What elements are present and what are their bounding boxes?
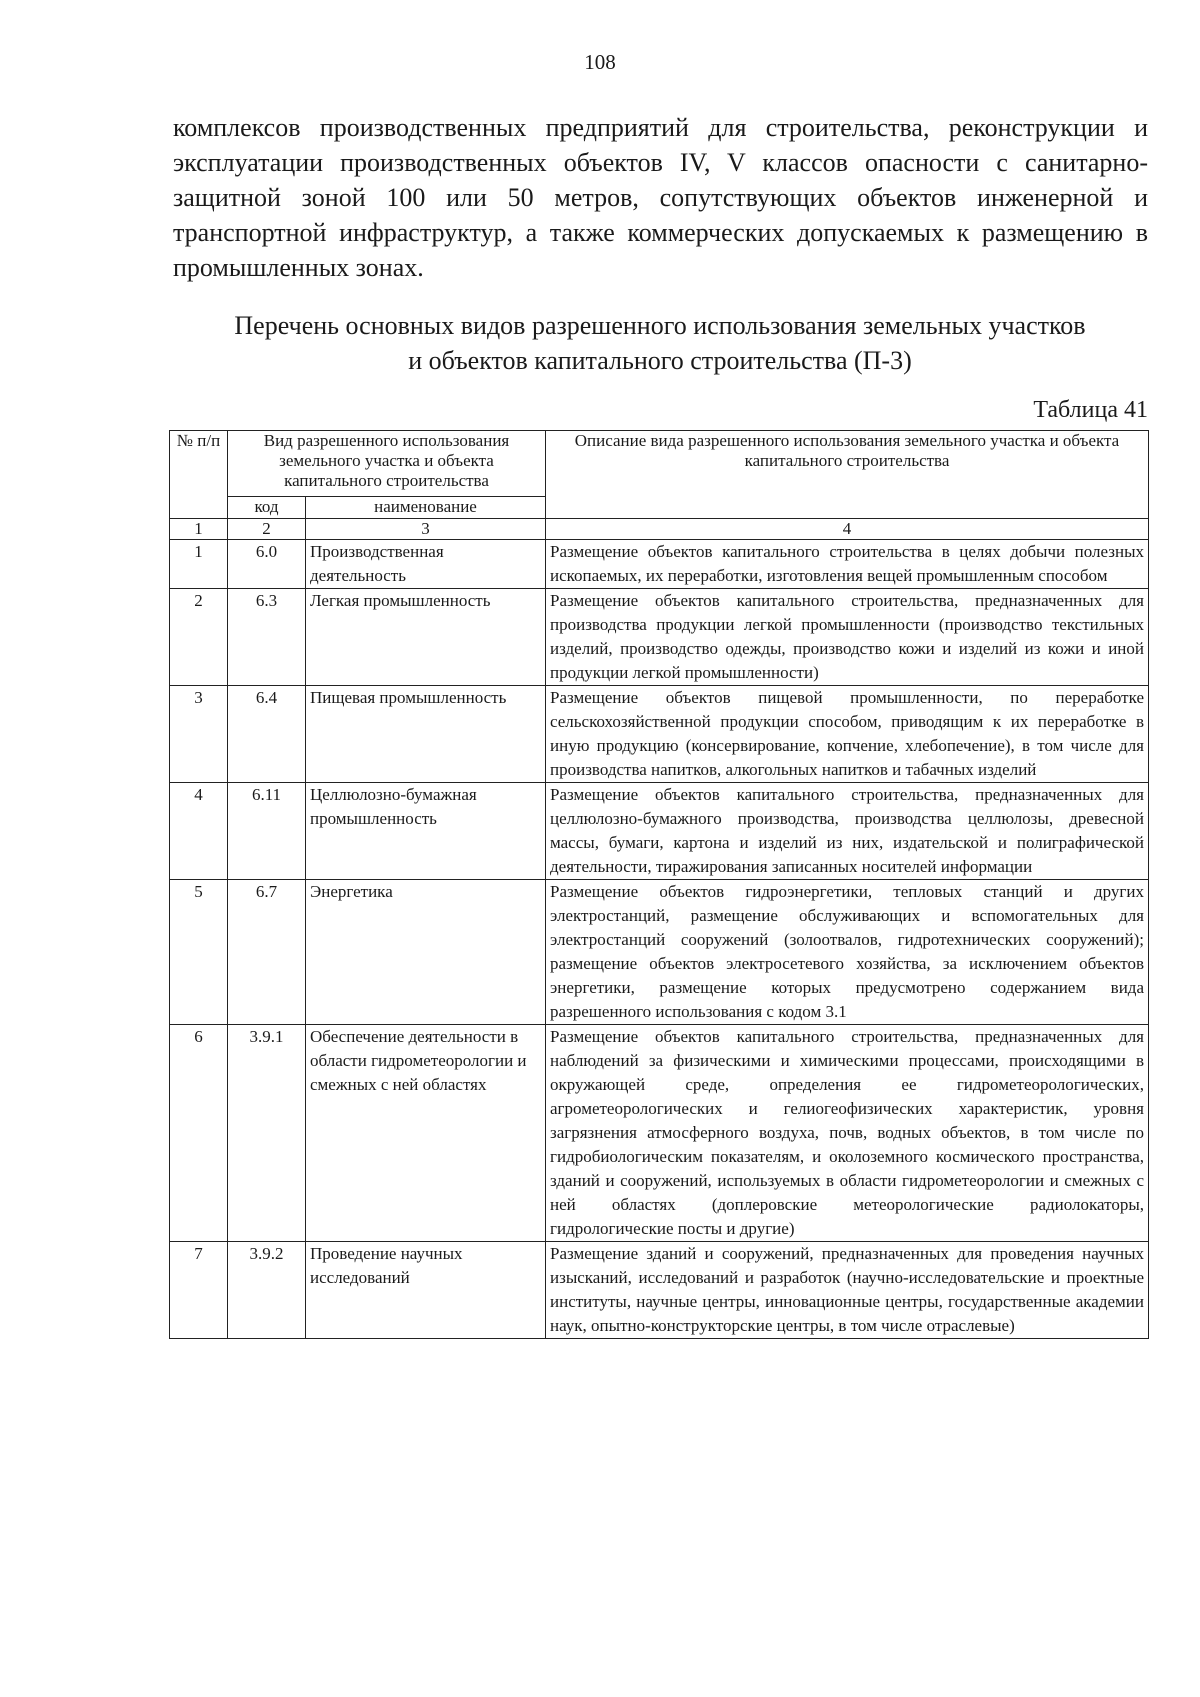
row-name: Обеспечение деятельности в области гидрометеорологии и смежных с ней областях [306, 1025, 546, 1242]
row-number: 2 [170, 589, 228, 686]
row-code: 6.7 [228, 880, 306, 1025]
table-row [170, 589, 1149, 686]
table-row [170, 686, 1149, 783]
header-num: № п/п [170, 431, 228, 519]
column-number-row [170, 519, 1149, 540]
row-description: Размещение зданий и сооружений, предназначенных для проведения научных изысканий, исследований и разработок (научно-исследовательские и проектные институты, научные центры, инновационные центры, государственные академии наук, опытно-конструкторские центры, в том числе отраслевые) [546, 1242, 1149, 1339]
row-name: Энергетика [306, 880, 546, 1025]
table-row [170, 540, 1149, 589]
row-description: Размещение объектов гидроэнергетики, тепловых станций и других электростанций, размещение обслуживающих и вспомогательных для электростанций сооружений (золоотвалов, гидротехнических сооружений); размещение объектов электросетевого хозяйства, за исключением объектов энергетики, размещение которых предусмотрено содержанием вида разрешенного использования с кодом 3.1 [546, 880, 1149, 1025]
row-name: Пищевая промышленность [306, 686, 546, 783]
row-description: Размещение объектов капитального строительства, предназначенных для целлюлозно-бумажного производства, производства целлюлозы, древесной массы, бумаги, картона и изделий из них, издательской и полиграфической деятельности, тиражирования записанных носителей информации [546, 783, 1149, 880]
table-row [170, 783, 1149, 880]
page-number: 108 [584, 50, 616, 74]
row-name: Легкая промышленность [306, 589, 546, 686]
header-code: код [228, 497, 306, 519]
row-description: Размещение объектов пищевой промышленности, по переработке сельскохозяйственной продукции способом, приводящим к их переработке в иную продукцию (консервирование, копчение, хлебопечение), в том числе для производства напитков, алкогольных напитков и табачных изделий [546, 686, 1149, 783]
row-number: 3 [170, 686, 228, 783]
table-row [170, 1242, 1149, 1339]
row-name: Производственная деятельность [306, 540, 546, 589]
header-name: наименование [306, 497, 546, 519]
table-caption: Таблица 41 [1033, 397, 1148, 423]
row-name: Проведение научных исследований [306, 1242, 546, 1339]
row-code: 6.0 [228, 540, 306, 589]
section-title-line-1: Перечень основных видов разрешенного использования земельных участков [234, 311, 1086, 340]
row-name: Целлюлозно-бумажная промышленность [306, 783, 546, 880]
row-number: 6 [170, 1025, 228, 1242]
row-code: 3.9.1 [228, 1025, 306, 1242]
row-number: 4 [170, 783, 228, 880]
row-description: Размещение объектов капитального строительства в целях добычи полезных ископаемых, их переработки, изготовления вещей промышленным способом [546, 540, 1149, 589]
row-code: 6.3 [228, 589, 306, 686]
row-description: Размещение объектов капитального строительства, предназначенных для наблюдений за физическими и химическими процессами, происходящими в окружающей среде, определения ее гидрометеорологических, агрометеорологических и гелиогеофизических характеристик, уровня загрязнения атмосферного воздуха, почв, водных объектов, в том числе по гидробиологическим показателям, и околоземного космического пространства, зданий и сооружений, используемых в области гидрометеорологии и смежных с ней областях (доплеровские метеорологические радиолокаторы, гидрологические посты и другие) [546, 1025, 1149, 1242]
row-number: 1 [170, 540, 228, 589]
column-number: 1 [170, 519, 228, 540]
row-code: 6.11 [228, 783, 306, 880]
table-row [170, 1025, 1149, 1242]
table-row [170, 880, 1149, 1025]
column-number: 2 [228, 519, 306, 540]
header-description: Описание вида разрешенного использования земельного участка и объекта капитального строительства [546, 431, 1149, 519]
header-use-type: Вид разрешенного использования земельного участка и объекта капитального строительства [228, 431, 546, 497]
row-description: Размещение объектов капитального строительства, предназначенных для производства продукции легкой промышленности (производство текстильных изделий, производство одежды, производство кожи и изделий из кожи и иной продукции легкой промышленности) [546, 589, 1149, 686]
row-code: 6.4 [228, 686, 306, 783]
row-number: 5 [170, 880, 228, 1025]
intro-paragraph: комплексов производственных предприятий для строительства, реконструкции и эксплуатации производственных объектов IV, V классов опасности с санитарно-защитной зоной 100 или 50 метров, сопутствующих объектов инженерной и транспортной инфраструктур, а также коммерческих допускаемых к размещению в промышленных зонах. [173, 113, 1148, 282]
row-number: 7 [170, 1242, 228, 1339]
column-number: 3 [306, 519, 546, 540]
row-code: 3.9.2 [228, 1242, 306, 1339]
section-title [170, 308, 1150, 378]
column-number: 4 [546, 519, 1149, 540]
permitted-use-table [169, 430, 1149, 1339]
section-title-line-2: и объектов капитального строительства (П-3) [408, 346, 912, 375]
